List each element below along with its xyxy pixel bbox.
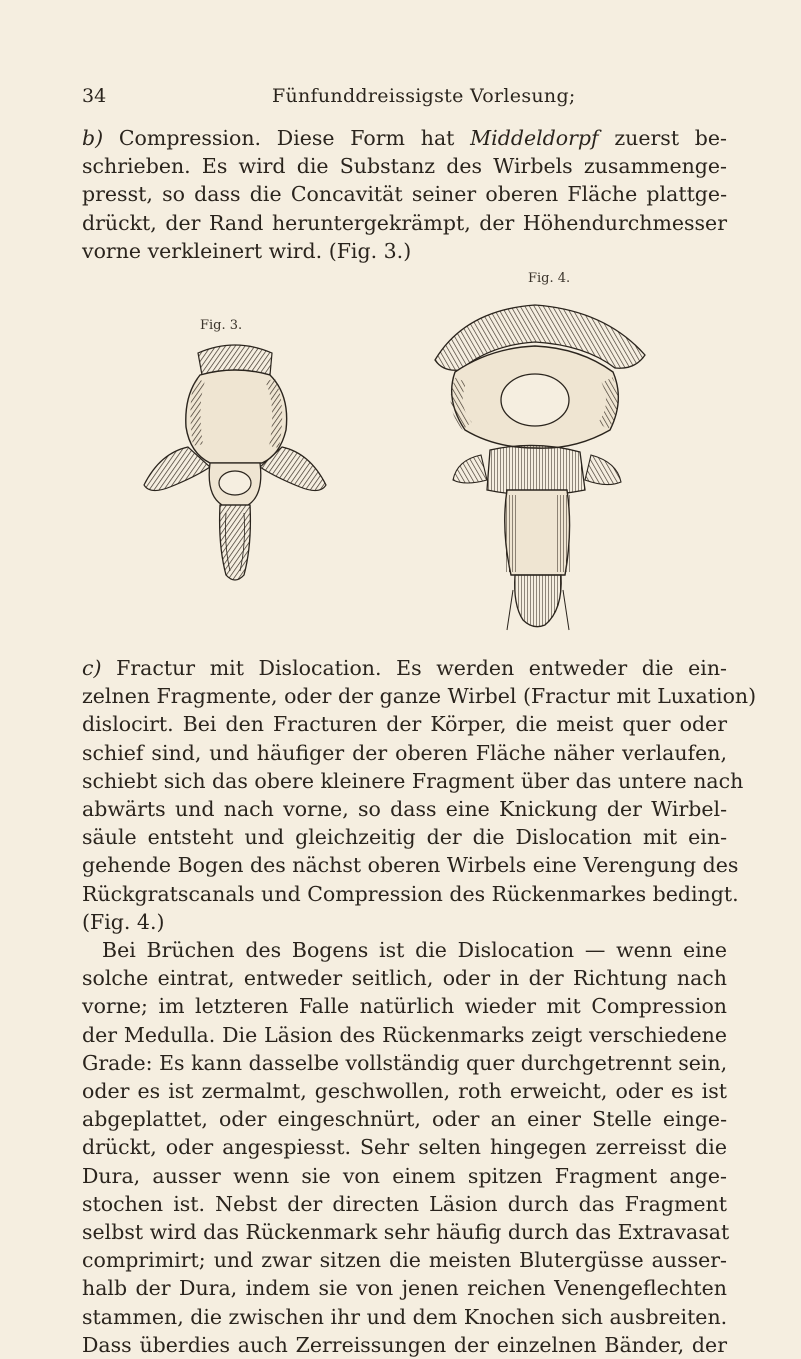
text-line: Bei Brüchen des Bogens ist die Dislocation — wenn eine	[102, 938, 727, 962]
text-line: drückt, der Rand heruntergekrämpt, der Höhendurchmesser	[82, 210, 727, 235]
text-line: säule entsteht und gleichzeitig der die Dislocation mit ein-	[82, 825, 727, 850]
text-line: presst, so dass die Concavität seiner oberen Fläche plattge-	[82, 182, 727, 207]
text-line: zelnen Fragmente, oder der ganze Wirbel (Fractur mit Luxation)	[82, 684, 757, 709]
text-line: b) Compression. Diese Form hat Middeldorpf zuerst be-	[82, 126, 727, 150]
fig4-label: Fig. 4.	[528, 271, 571, 286]
running-title: Fünfunddreissigste Vorlesung;	[272, 85, 576, 107]
section-b-paragraph	[82, 124, 727, 265]
paragraph-3	[82, 936, 730, 1359]
fig3-label: Fig. 3.	[200, 318, 243, 333]
text-line: solche eintrat, entweder seitlich, oder in der Richtung nach	[82, 966, 727, 991]
fig3-vertebra-illustration	[140, 335, 330, 590]
text-line: stammen, die zwischen ihr und dem Knochen sich ausbreiten.	[82, 1304, 728, 1329]
text-line: Rückgratscanals und Compression des Rückenmarkes bedingt.	[82, 881, 739, 906]
text-line: der Medulla. Die Läsion des Rückenmarks zeigt verschiedene	[82, 1022, 727, 1047]
text-line: Dura, ausser wenn sie von einem spitzen Fragment ange-	[82, 1163, 727, 1188]
page-number: 34	[82, 85, 107, 107]
text-line: Grade: Es kann dasselbe vollständig quer durchgetrennt sein,	[82, 1050, 728, 1075]
text-line: c) Fractur mit Dislocation. Es werden entweder die ein-	[82, 656, 727, 680]
section-c-paragraph	[82, 654, 757, 936]
text-line: selbst wird das Rückenmark sehr häufig durch das Extravasat	[82, 1220, 730, 1245]
text-line: vorne verkleinert wird. (Fig. 3.)	[82, 238, 412, 263]
text-line: schief sind, und häufiger der oberen Fläche näher verlaufen,	[82, 740, 727, 765]
text-line: schrieben. Es wird die Substanz des Wirbels zusammenge-	[82, 154, 727, 179]
text-line: gehende Bogen des nächst oberen Wirbels eine Verengung des	[82, 853, 739, 878]
text-line: vorne; im letzteren Falle natürlich wieder mit Compression	[82, 994, 727, 1019]
text-line: abwärts und nach vorne, so dass eine Knickung der Wirbel-	[82, 797, 727, 822]
text-line: Dass überdies auch Zerreissungen der einzelnen Bänder, der	[82, 1332, 727, 1357]
text-line: (Fig. 4.)	[82, 909, 165, 934]
text-line: halb der Dura, indem sie von jenen reichen Venengeflechten	[82, 1276, 727, 1301]
text-line: dislocirt. Bei den Fracturen der Körper, die meist quer oder	[82, 712, 727, 737]
text-line: drückt, oder angespiesst. Sehr selten hingegen zerreisst die	[82, 1135, 727, 1160]
fig4-spine-illustration	[395, 290, 675, 640]
text-line: comprimirt; und zwar sitzen die meisten Blutergüsse ausser-	[82, 1248, 727, 1273]
text-line: schiebt sich das obere kleinere Fragment über das untere nach	[82, 768, 744, 793]
text-line: abgeplattet, oder eingeschnürt, oder an einer Stelle einge-	[82, 1107, 727, 1132]
text-line: stochen ist. Nebst der directen Läsion durch das Fragment	[82, 1191, 727, 1216]
text-line: oder es ist zermalmt, geschwollen, roth erweicht, oder es ist	[82, 1079, 727, 1104]
